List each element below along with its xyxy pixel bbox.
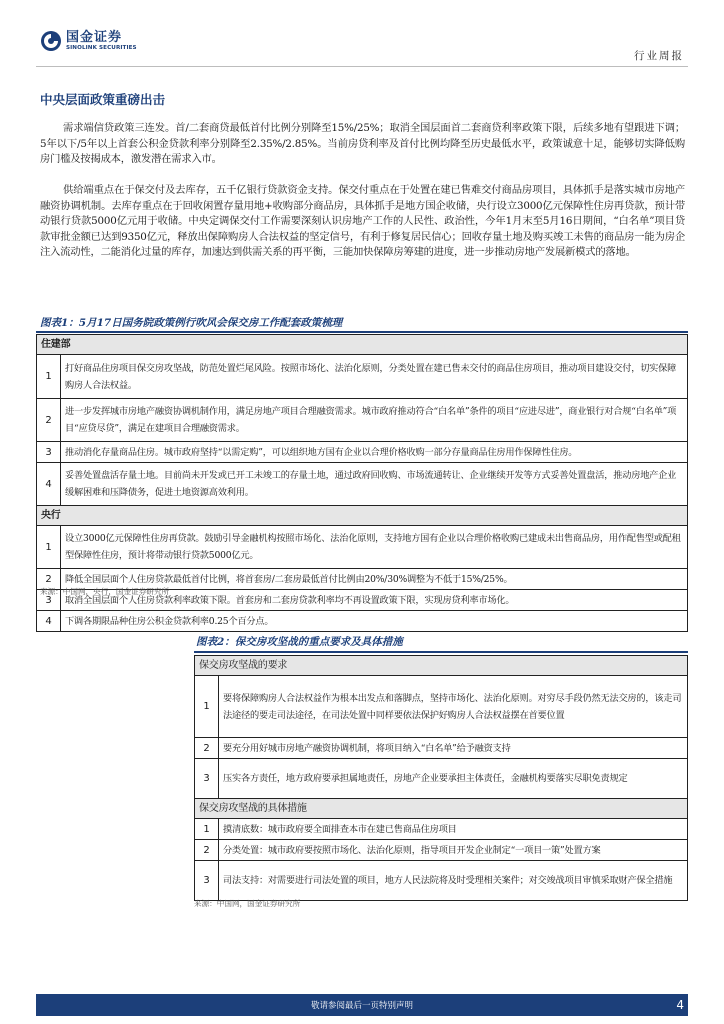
row-text: 设立3000亿元保障性住房再贷款。鼓励引导金融机构按照市场化、法治化原则，支持地方国有企业以合理价格收购已建成未出售商品房，用作配售型或配租型保障性住房，预计将带动银行贷款5000亿元。 xyxy=(61,526,688,569)
figure2-title-rule xyxy=(194,651,688,653)
table-row xyxy=(195,759,688,799)
row-number: 2 xyxy=(37,399,61,442)
row-number: 2 xyxy=(195,840,219,861)
row-number: 4 xyxy=(37,611,61,632)
figure1-title: 图表1：5月17日国务院政策例行吹风会保交房工作配套政策梳理 xyxy=(40,317,343,329)
group-label: 保交房攻坚战的要求 xyxy=(195,656,688,676)
row-number: 2 xyxy=(37,569,61,590)
table-group-row xyxy=(195,656,688,676)
footer-disclaimer: 敬请参阅最后一页特别声明 xyxy=(310,1001,413,1011)
group-label: 保交房攻坚战的具体措施 xyxy=(195,799,688,819)
row-number: 3 xyxy=(37,590,61,611)
row-number: 1 xyxy=(37,355,61,399)
section-title: 中央层面政策重磅出击 xyxy=(40,92,166,107)
row-text: 降低全国层面个人住房贷款最低首付比例，将首套房/二套房最低首付比例由20%/30%调整为不低于15%/25%。 xyxy=(61,569,688,590)
row-text: 推动消化存量商品住房。城市政府坚持“以需定购”，可以组织地方国有企业以合理价格收购一部分存量商品住房用作保障性住房。 xyxy=(61,442,688,463)
row-number: 1 xyxy=(195,819,219,840)
row-text: 分类处置：城市政府要按照市场化、法治化原则，指导项目开发企业制定“一项目一策”处置方案 xyxy=(219,840,688,861)
table-row xyxy=(37,526,688,569)
report-type: 行业周报 xyxy=(634,50,684,62)
figure1-source: 来源：中国网，央行，国金证券研究所 xyxy=(40,587,170,596)
paragraph-demand-policy: 需求端信贷政策三连发。首/二套商贷最低首付比例分别降至15%/25%；取消全国层面首二套商贷利率政策下限，后续多地有望跟进下调；5年以下/5年以上首套公积金贷款利率分别降至2.35%/2.85%。当前房贷利率及首付比例均降至历史最低水平，政策诚意十足，能够切实降低购房门槛及按揭成本，激发潜在需求入市。 xyxy=(40,122,685,166)
table-row xyxy=(37,442,688,463)
figure2-source: 来源：中国网，国金证券研究所 xyxy=(194,899,301,908)
paragraph-supply-policy: 供给端重点在于保交付及去库存，五千亿银行贷款资金支持。保交付重点在于处置在建已售难交付商品房项目，具体抓手是落实城市房地产融资协调机制。去库存重点在于回收闲置存量用地+收购部分商品房，具体抓手是地方国企收储，央行设立3000亿元保障性住房再贷款，预计带动银行贷款5000亿元用于收储。中央定调保交付工作需要深刻认识房地产工作的人民性、政治性，今年1月末至5月16日期间，“白名单”项目贷款审批金额已达到9350亿元，释放出保障购房人合法权益的坚定信号，有利于修复居民信心；回收存量土地及购买竣工未售的商品房一能为房企注入流动性，二能消化过量的库存，加速达到供需关系的再平衡，三能加快保障房筹建的进度，进一步推动房地产发展新模式的落地。 xyxy=(40,184,685,259)
row-text: 打好商品住房项目保交房攻坚战，防范处置烂尾风险。按照市场化、法治化原则，分类处置在建已售未交付的商品住房项目，推动项目建设交付，切实保障购房人合法权益。 xyxy=(61,355,688,399)
row-text: 进一步发挥城市房地产融资协调机制作用，满足房地产项目合理融资需求。城市政府推动符合“白名单”条件的项目“应进尽进”，商业银行对合规“白名单”项目“应贷尽贷”，满足在建项目合理融资需求。 xyxy=(61,399,688,442)
row-number: 3 xyxy=(195,861,219,901)
table-row xyxy=(37,611,688,632)
logo-english-name: SINOLINK SECURITIES xyxy=(66,44,137,51)
row-number: 3 xyxy=(37,442,61,463)
table-group-row xyxy=(37,506,688,526)
company-logo xyxy=(40,29,137,53)
header-divider xyxy=(36,66,688,67)
group-label: 住建部 xyxy=(37,335,688,355)
table-group-row xyxy=(37,335,688,355)
table-row xyxy=(37,355,688,399)
figure2-title: 图表2：保交房攻坚战的重点要求及具体措施 xyxy=(196,636,403,648)
table-row xyxy=(195,840,688,861)
table-row xyxy=(195,819,688,840)
table-row xyxy=(195,738,688,759)
figure1-title-rule xyxy=(36,331,688,333)
row-number: 4 xyxy=(37,463,61,506)
row-text: 司法支持：对需要进行司法处置的项目，地方人民法院将及时受理相关案件；对交竣战项目审慎采取财产保全措施 xyxy=(219,861,688,901)
table-row xyxy=(37,399,688,442)
row-text: 压实各方责任，地方政府要承担属地责任，房地产企业要承担主体责任，金融机构要落实尽职免责规定 xyxy=(219,759,688,799)
table-row xyxy=(37,463,688,506)
table-row xyxy=(195,676,688,738)
figure2-measures-table xyxy=(194,655,688,901)
row-text: 取消全国层面个人住房贷款利率政策下限。首套房和二套房贷款利率均不再设置政策下限，实现房贷利率市场化。 xyxy=(61,590,688,611)
row-text: 要将保障购房人合法权益作为根本出发点和落脚点，坚持市场化、法治化原则。对穷尽手段仍然无法交房的，该走司法途径的要走司法途径，在司法处置中同样要依法保护好购房人合法权益摆在首要位置 xyxy=(219,676,688,738)
page-number: 4 xyxy=(676,998,684,1012)
table-row xyxy=(195,861,688,901)
row-text: 妥善处置盘活存量土地。目前尚未开发或已开工未竣工的存量土地，通过政府回收购、市场流通转让、企业继续开发等方式妥善处置盘活，推动房地产企业缓解困难和压降债务，促进土地资源高效利用。 xyxy=(61,463,688,506)
row-number: 1 xyxy=(195,676,219,738)
sinolink-logo-icon xyxy=(40,30,62,52)
row-text: 下调各期限品种住房公积金贷款利率0.25个百分点。 xyxy=(61,611,688,632)
row-number: 1 xyxy=(37,526,61,569)
group-label: 央行 xyxy=(37,506,688,526)
table-group-row xyxy=(195,799,688,819)
logo-chinese-name: 国金证券 xyxy=(66,29,123,45)
row-text: 摸清底数：城市政府要全面排查本市在建已售商品住房项目 xyxy=(219,819,688,840)
row-number: 3 xyxy=(195,759,219,799)
row-text: 要充分用好城市房地产融资协调机制，将项目纳入“白名单”给予融资支持 xyxy=(219,738,688,759)
row-number: 2 xyxy=(195,738,219,759)
